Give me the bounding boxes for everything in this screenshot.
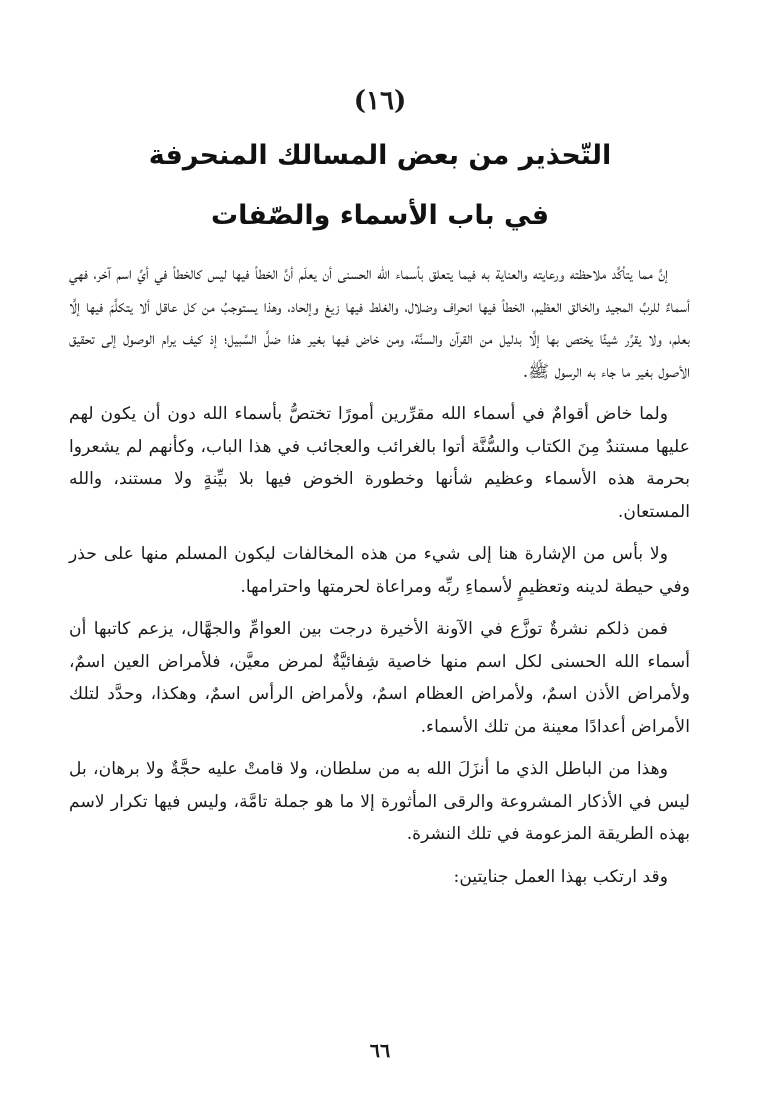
chapter-title-line-2: في باب الأسماء والصّفات xyxy=(210,200,550,231)
chapter-title-line-1: التّحذير من بعض المسالك المنحرفة xyxy=(148,140,612,171)
page-number: ٦٦ xyxy=(369,1040,391,1062)
paragraph-3: ولا بأس من الإشارة هنا إلى شيء من هذه المخالفات ليكون المسلم منها على حذر وفي حيطة لدينه وتعظيمٍ لأسماءِ ربِّه ومراعاة لحرمتها واحترامها. xyxy=(69,544,690,597)
paragraph-4: فمن ذلكم نشرةٌ توزَّع في الآونة الأخيرة درجت بين العوامِّ والجهَّال، يزعم كاتبها أن أسماء الله الحسنى لكل اسم منها خاصية شِفائيَّةٌ لمرض معيَّن، فلأمراض العين اسمٌ، ولأمراض الأذن اسمٌ، ولأمراض العظام اسمٌ، ولأمراض الرأس اسمٌ، وهكذا، وحدَّد لتلك الأمراض أعدادًا معينة من تلك الأسماء. xyxy=(69,619,690,737)
paragraph-6: وقد ارتكب بهذا العمل جنايتين: xyxy=(453,866,668,887)
paragraph-1: إنَّ مما يتأكَّد ملاحظته ورعايته والعناية به فيما يتعلق بأسماء الله الحسنى أن يعلَم أنَّ الخطأ فيها ليس كالخطأ في أيِّ اسم آخر، فهي أسماءٌ للربِّ المجيد والخالق العظيم، الخطأ فيها انحراف وضلال، والغلط فيها زيغ وإلحاد، وهذا يستوجبُ من كل عاقل ألا يتكلَّمَ فيها إلَّا بعلم، ولا يقرِّر شيئًا يختص بها إلَّا بدليل من القرآن والسنَّة، ومن خاض فيها بغير هذا ضلَّ السَّبيل؛ إذ كيف يرام الوصول إلى تحقيق الأصول بغير ما جاء به الرسول ﷺ. xyxy=(69,264,690,382)
paragraph-5: وهذا من الباطل الذي ما أنزَلَ الله به من سلطان، ولا قامتْ عليه حجَّةٌ ولا برهان، بل ليس في الأذكار المشروعة والرقى المأثورة إلا ما هو جملة تامَّة، وليس فيها تكرار لاسم بهذه الطريقة المزعومة في تلك النشرة. xyxy=(69,759,690,844)
paragraph-2: ولما خاض أقوامٌ في أسماء الله مقرِّرين أمورًا تختصُّ بأسماء الله دون أن يكون لهم عليها مستندٌ مِنَ الكتاب والسُّنَّة أتوا بالغرائب والعجائب في هذا الباب، وكأنهم لم يشعروا بحرمة هذه الأسماء وعظيم شأنها وخطورة الخوض فيها بلا بيِّنةٍ ولا مستند، والله المستعان. xyxy=(69,404,690,522)
chapter-number: (١٦) xyxy=(353,86,407,116)
body-text xyxy=(69,258,690,893)
